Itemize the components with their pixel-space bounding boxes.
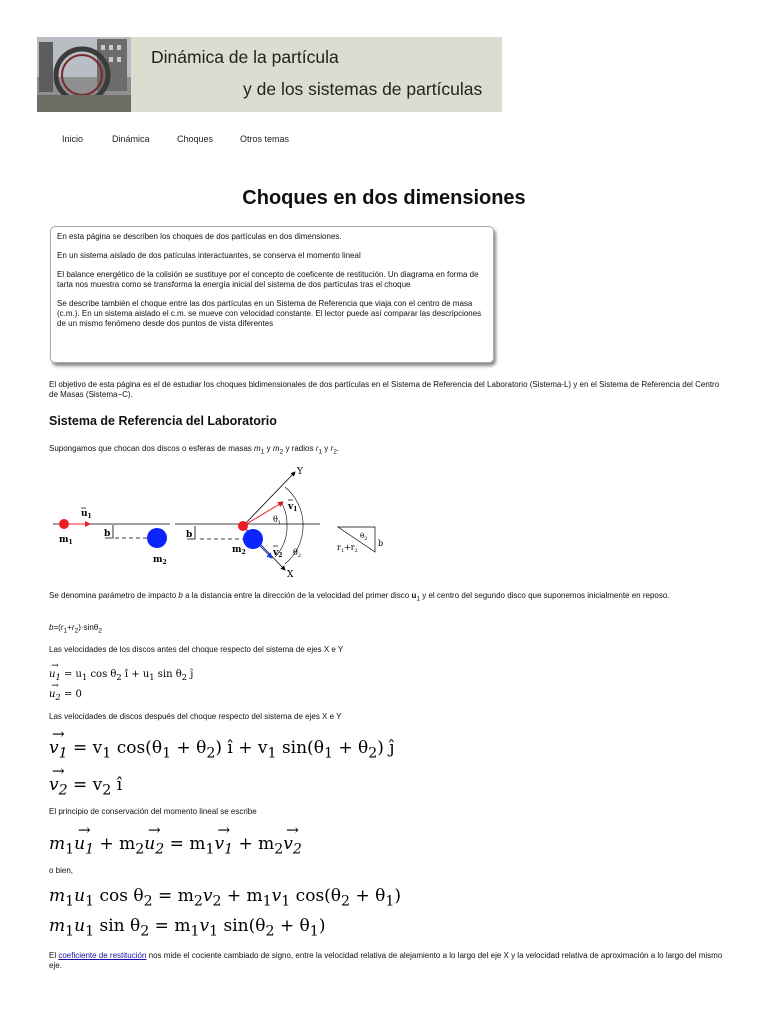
equation-u2: → $u_2 = 0$ (49, 689, 82, 702)
summary-p1: En esta página se describen los choques de dos partículas en dos dimensiones. (57, 232, 342, 241)
disk-1-after (238, 521, 248, 531)
label-b-triangle: b (378, 539, 384, 548)
label-b: b (104, 529, 111, 539)
equation-v1: → $v_1 = v_1$ $\cos(\theta_1 + \theta_2)$ î + $v_1$ $\sin(\theta_1 + \theta_2)$ ĵ (49, 738, 395, 761)
intro-paragraph: El objetivo de esta página es el de estudiar los choques bidimensionales de dos partículas en el Sistema de Referencia del Laboratorio (Sistema-L) y en el Sistema de Referencia del Centro de Masas (Sistema−C). (49, 380, 720, 399)
label-b-after: b (186, 530, 193, 540)
page-title: Choques en dos dimensiones (242, 187, 526, 209)
equation-u1: → $u_1 = u_1$ $\cos \theta_2$ î + $u_1$ $\sin \theta_2$ ĵ (49, 669, 193, 682)
obien-text: o bien, (49, 866, 74, 875)
summary-p4: Se describe también el choque entre las dos partículas en un Sistema de Referencia que viaja con el centro de masa (c.m.). En un sistema aislado el c.m. se mueve con velocidad constante. El lector puede así comparar las descripciones de un mismo fenómeno desde dos puntos de vista diferentes (57, 299, 482, 328)
label-axis-x: X (287, 570, 294, 580)
section-title: Sistema de Referencia del Laboratorio (49, 414, 277, 428)
label-u1: $u_1$ (81, 509, 92, 520)
nav-dinamica[interactable]: Dinámica (112, 134, 150, 144)
label-r1-r2: $r_1+r_2$ (337, 543, 358, 554)
equation-y-component: $m_1u_1$ $\sin \theta_2 = m_1v_1$ $\sin(\theta_2 + \theta_1)$ (49, 916, 326, 940)
disk-2-after (243, 529, 263, 549)
label-v2: $v_2$ (273, 548, 283, 559)
velocities-after-text: Las velocidades de discos después del choque respecto del sistema de ejes X e Y (49, 712, 342, 721)
restitution-text: El coeficiente de restitución nos mide el cociente cambiado de signo, entre la velocidad relativa de alejamiento a lo largo del eje X y la velocidad relativa de aproximación a lo largo del mismo eje. (49, 951, 723, 970)
banner (37, 37, 502, 112)
label-m1: $m_1$ (59, 535, 73, 546)
nav-choques[interactable]: Choques (177, 134, 214, 144)
suppose-text: Supongamos que chocan dos discos o esferas de masas $m_1$ y $m_2$ y radios $r_1$ y $r_2$. (49, 444, 340, 456)
summary-p3: El balance energético de la colisión se sustituye por el concepto de coeficente de restitución. Un diagrama en forma de tarta nos muestra como se transforma la energía inicial del sistema de dos partículas tras el choque (57, 270, 479, 289)
equation-momentum: $m_1\to u_1 + m_2\to u_2 = m_1\to v_1 + m_2\to v_2$ (49, 834, 302, 857)
label-v1: $v_1$ (288, 502, 298, 513)
nav-inicio[interactable]: Inicio (62, 134, 84, 144)
label-axis-y: Y (297, 467, 303, 477)
label-m2-after: $m_2$ (232, 545, 246, 556)
disk-1-before (59, 519, 69, 529)
velocities-before-text: Las velocidades de los discos antes del choque respecto del sistema de ejes X e Y (49, 645, 344, 654)
momentum-text: El principio de conservación del momento lineal se escribe (49, 807, 257, 816)
nav-otros-temas[interactable]: Otros temas (240, 134, 290, 144)
impact-parameter-text: Se denomina parámetro de impacto b a la distancia entre la dirección de la velocidad del primer disco $u_1$ y el centro del segundo disco que suponemos inicialmente en reposo. (49, 591, 670, 603)
banner-title-line2: y de los sistemas de partículas (243, 79, 483, 99)
b-formula: $b=(r_1+r_2)\cdot\sin\theta_2$ (49, 623, 102, 635)
summary-p2: En un sistema aislado de dos patículas interactuantes, se conserva el momento lineal (57, 251, 361, 260)
axis-y (243, 472, 298, 526)
equation-x-component: $m_1u_1$ $\cos \theta_2 = m_2v_2 + m_1v_1$ $\cos(\theta_2 + \theta_1)$ (49, 886, 402, 910)
banner-title-line1: Dinámica de la partícula (151, 47, 339, 67)
label-theta2: $\theta_2$ (293, 548, 302, 559)
restitution-link[interactable]: coeficiente de restitución (58, 951, 147, 960)
banner-photo (37, 37, 131, 112)
collision-diagram (45, 462, 395, 582)
label-theta1: $\theta_1$ (273, 515, 282, 526)
label-m2: $m_2$ (153, 555, 167, 566)
summary-box (50, 226, 494, 363)
label-theta2-triangle: $\theta_2$ (360, 532, 368, 542)
disk-2-before (147, 528, 167, 548)
equation-v2: → $v_2 = v_2$ î (49, 775, 122, 798)
